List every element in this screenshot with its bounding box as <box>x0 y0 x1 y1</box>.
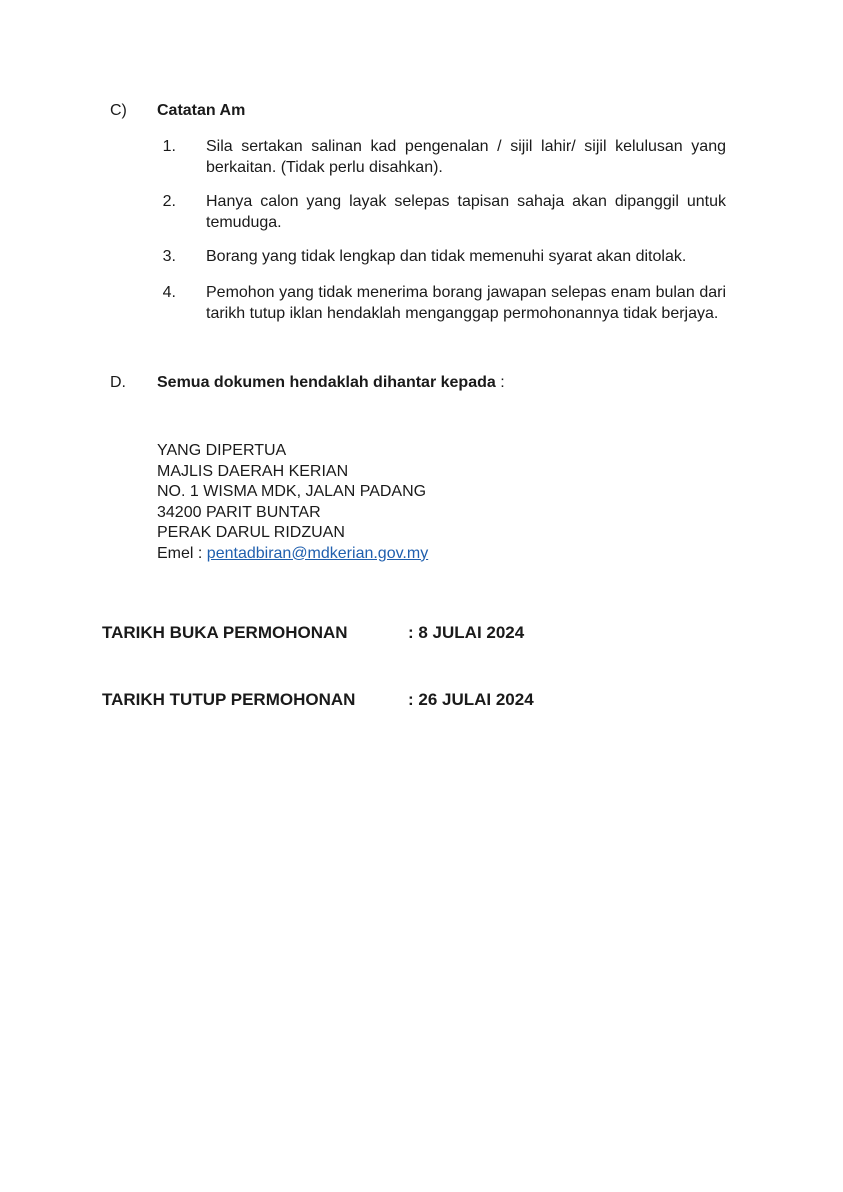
address-line: PERAK DARUL RIDZUAN <box>157 524 345 541</box>
section-c-letter: C) <box>110 102 127 119</box>
address-line: MAJLIS DAERAH KERIAN <box>157 462 349 480</box>
list-item-text: Borang yang tidak lengkap dan tidak memenuhi syarat akan ditolak. <box>206 248 687 265</box>
section-d-heading-line <box>157 374 505 392</box>
close-date-value: : 26 JULAI 2024 <box>408 690 534 709</box>
open-date-value: : 8 JULAI 2024 <box>408 623 525 642</box>
address-line: YANG DIPERTUA <box>157 442 287 459</box>
list-item-number: 3. <box>162 248 176 265</box>
address-line: 34200 PARIT BUNTAR <box>157 503 321 521</box>
section-d-heading: Semua dokumen hendaklah dihantar kepada <box>157 374 496 391</box>
email-label: Emel : <box>157 544 207 562</box>
close-date-label: TARIKH TUTUP PERMOHONAN <box>102 690 356 709</box>
address-block <box>157 441 428 564</box>
list-item-text: Sila sertakan salinan kad pengenalan / sijil lahir/ sijil kelulusan yang berkaitan. (Tidak perlu disahkan). <box>206 138 726 176</box>
list-item-number: 2. <box>162 193 176 210</box>
address-line: NO. 1 WISMA MDK, JALAN PADANG <box>157 483 427 500</box>
section-d-letter: D. <box>110 374 126 391</box>
list-item-text: Pemohon yang tidak menerima borang jawapan selepas enam bulan dari tarikh tutup iklan hendaklah menganggap permohonannya tidak berjaya. <box>206 284 726 322</box>
list-item-number: 1. <box>162 138 176 155</box>
section-d-heading-colon: : <box>495 374 505 391</box>
email-line <box>157 544 428 565</box>
open-date-label: TARIKH BUKA PERMOHONAN <box>102 623 348 642</box>
section-c-heading: Catatan Am <box>157 102 246 119</box>
email-link[interactable]: pentadbiran@mdkerian.gov.my <box>206 544 429 562</box>
list-item-number: 4. <box>162 284 176 301</box>
list-item-text: Hanya calon yang layak selepas tapisan sahaja akan dipanggil untuk temuduga. <box>206 193 726 231</box>
